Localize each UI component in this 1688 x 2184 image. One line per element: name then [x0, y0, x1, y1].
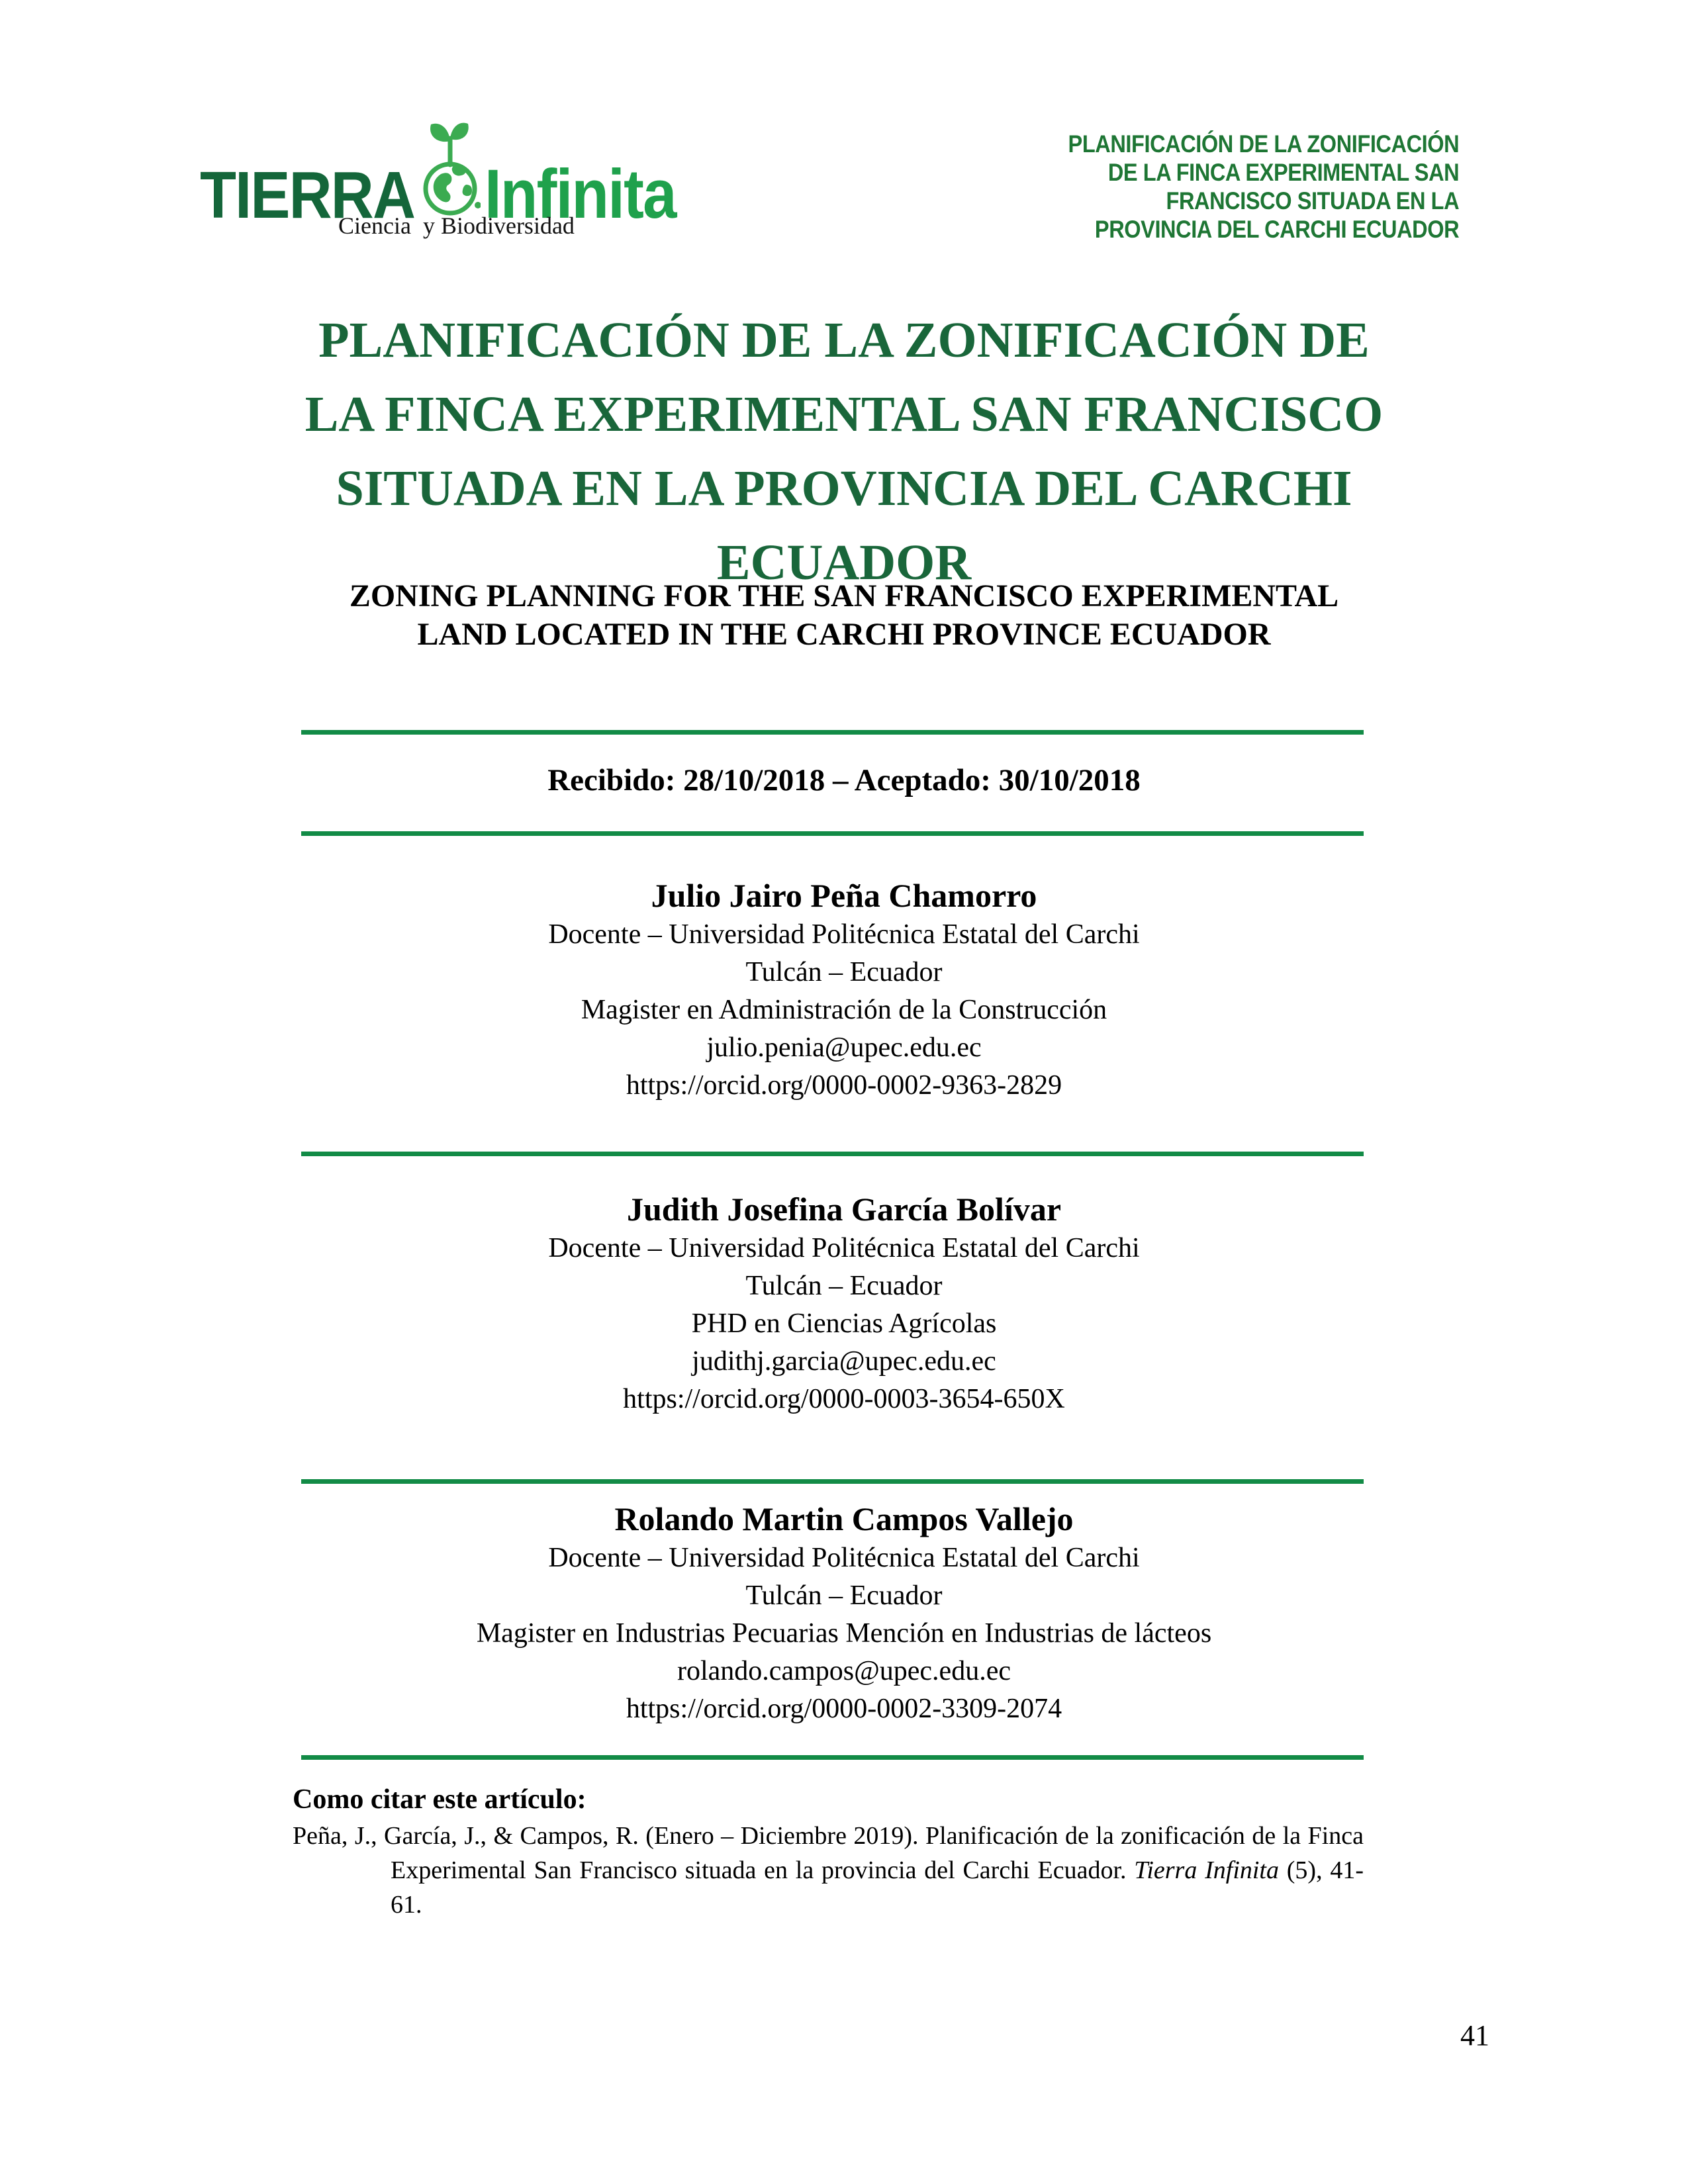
separator-rule — [301, 1479, 1364, 1484]
author-location: Tulcán – Ecuador — [745, 1271, 943, 1301]
author-email: julio.penia@upec.edu.ec — [706, 1032, 982, 1063]
author-degree: Magister en Administración de la Construcción — [581, 995, 1107, 1025]
logo-brand-infinita: Infinita — [485, 156, 676, 233]
author-orcid: https://orcid.org/0000-0002-9363-2829 — [626, 1070, 1062, 1101]
author-block-3 — [0, 1498, 1688, 1728]
author-email: judithj.garcia@upec.edu.ec — [692, 1346, 996, 1377]
logo-brand-tierra: TIERRA — [200, 158, 415, 232]
article-title-en-line: ZONING PLANNING FOR THE SAN FRANCISCO EXPERIMENTAL — [349, 578, 1339, 614]
author-affiliation: Docente – Universidad Politécnica Estatal del Carchi — [548, 919, 1140, 950]
author-email: rolando.campos@upec.edu.ec — [677, 1656, 1011, 1686]
author-degree: Magister en Industrias Pecuarias Mención en Industrias de lácteos — [476, 1618, 1212, 1649]
separator-rule — [301, 831, 1364, 836]
article-title-es-line: LA FINCA EXPERIMENTAL SAN FRANCISCO — [305, 387, 1383, 442]
article-title-es-line: ECUADOR — [716, 535, 972, 590]
author-degree: PHD en Ciencias Agrícolas — [691, 1308, 997, 1339]
article-title-en-line: LAND LOCATED IN THE CARCHI PROVINCE ECUADOR — [417, 617, 1271, 652]
author-affiliation: Docente – Universidad Politécnica Estatal del Carchi — [548, 1233, 1140, 1263]
received-accepted-dates: Recibido: 28/10/2018 – Aceptado: 30/10/2018 — [547, 763, 1141, 797]
author-location: Tulcán – Ecuador — [745, 1580, 943, 1611]
author-block-1 — [0, 875, 1688, 1105]
author-name: Julio Jairo Peña Chamorro — [651, 877, 1037, 914]
author-block-2 — [0, 1189, 1688, 1418]
author-orcid: https://orcid.org/0000-0003-3654-650X — [623, 1384, 1065, 1414]
page-number: 41 — [1460, 2019, 1489, 2052]
author-orcid: https://orcid.org/0000-0002-3309-2074 — [626, 1694, 1062, 1724]
citation-text-before: Peña, J., García, J., & Campos, R. (Enero – Diciembre 2019). Planificación de la zonificación de la Finca Experimental San Francisco situada en la provincia del Carchi Ecuador. — [293, 1822, 1364, 1884]
running-title-line: PLANIFICACIÓN DE LA ZONIFICACIÓN — [1068, 130, 1459, 158]
globe-sprout-icon — [420, 118, 481, 221]
author-name: Rolando Martin Campos Vallejo — [614, 1500, 1074, 1537]
article-title-es-line: SITUADA EN LA PROVINCIA DEL CARCHI — [336, 461, 1352, 516]
running-title-line: PROVINCIA DEL CARCHI ECUADOR — [1094, 216, 1459, 243]
running-title — [1068, 130, 1459, 244]
separator-rule — [301, 1755, 1364, 1760]
separator-rule — [301, 1152, 1364, 1156]
running-title-line: FRANCISCO SITUADA EN LA — [1166, 187, 1459, 214]
logo-tagline: Ciencia y Biodiversidad — [338, 212, 575, 239]
citation-heading: Como citar este artículo: — [293, 1784, 586, 1815]
citation-text-after: (5), 41-61. — [391, 1856, 1364, 1919]
journal-name-italic: Tierra Infinita — [1134, 1856, 1279, 1884]
author-affiliation: Docente – Universidad Politécnica Estatal del Carchi — [548, 1543, 1140, 1573]
separator-rule — [301, 730, 1364, 735]
author-name: Judith Josefina García Bolívar — [626, 1191, 1062, 1228]
article-title-es-line: PLANIFICACIÓN DE LA ZONIFICACIÓN DE — [318, 312, 1370, 368]
article-title-en — [0, 577, 1688, 654]
article-title-es — [0, 303, 1688, 600]
author-location: Tulcán – Ecuador — [745, 957, 943, 987]
running-title-line: DE LA FINCA EXPERIMENTAL SAN — [1107, 159, 1459, 186]
citation-text — [293, 1819, 1364, 1922]
